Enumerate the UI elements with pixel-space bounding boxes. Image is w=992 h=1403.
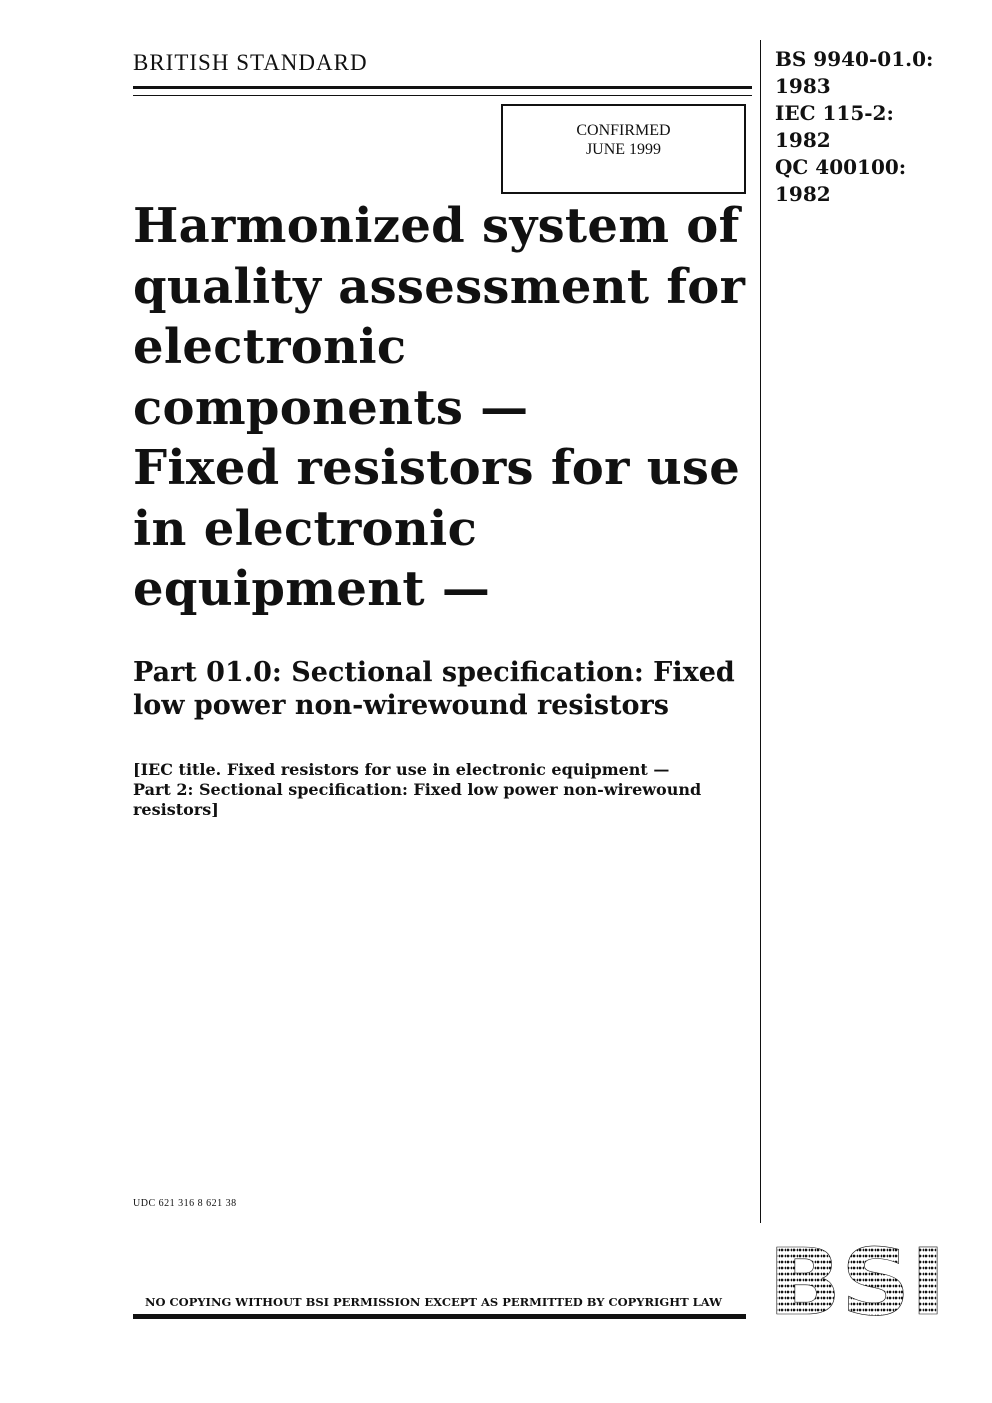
part-title-line: Part 01.0: Sectional specification: Fixed — [133, 657, 735, 688]
iec-title-line: Part 2: Sectional specification: Fixed low power non-wirewound — [133, 780, 702, 799]
bsi-logo-icon — [768, 1242, 948, 1322]
bs-number: BS 9940-01.0: — [775, 47, 934, 71]
title-line: electronic — [133, 319, 407, 375]
bs-year: 1983 — [775, 74, 831, 98]
copyright-notice: NO COPYING WITHOUT BSI PERMISSION EXCEPT AS PERMITTED BY COPYRIGHT LAW — [145, 1295, 723, 1309]
header-rule-thick — [133, 86, 752, 89]
footer-rule — [133, 1314, 746, 1319]
document-title — [133, 196, 758, 620]
part-title — [133, 656, 753, 722]
title-line: components — — [133, 379, 529, 436]
standard-numbers — [775, 46, 933, 208]
qc-number: QC 400100: — [775, 155, 907, 179]
title-line: equipment — — [133, 561, 491, 617]
column-divider — [760, 40, 761, 1223]
part-title-line: low power non-wirewound resistors — [133, 690, 669, 721]
header-rule-thin — [133, 95, 752, 96]
iec-number: IEC 115-2: — [775, 101, 894, 125]
document-category-label: BRITISH STANDARD — [133, 50, 368, 75]
udc-code: UDC 621 316 8 621 38 — [133, 1198, 237, 1209]
iec-title-line: [IEC title. Fixed resistors for use in electronic equipment — — [133, 760, 670, 779]
title-line: Harmonized system of — [133, 198, 740, 254]
iec-title-line: resistors] — [133, 800, 219, 819]
svg-text:BSI: BSI — [768, 1242, 946, 1322]
confirmed-label: CONFIRMED — [576, 122, 671, 139]
iec-title — [133, 760, 753, 820]
confirmed-date: JUNE 1999 — [585, 141, 662, 158]
title-line: in electronic — [133, 500, 478, 557]
title-line: Fixed resistors for use — [133, 440, 741, 496]
iec-year: 1982 — [775, 128, 831, 152]
confirmed-stamp — [501, 104, 746, 194]
qc-year: 1982 — [775, 182, 831, 206]
title-line: quality assessment for — [133, 258, 746, 315]
